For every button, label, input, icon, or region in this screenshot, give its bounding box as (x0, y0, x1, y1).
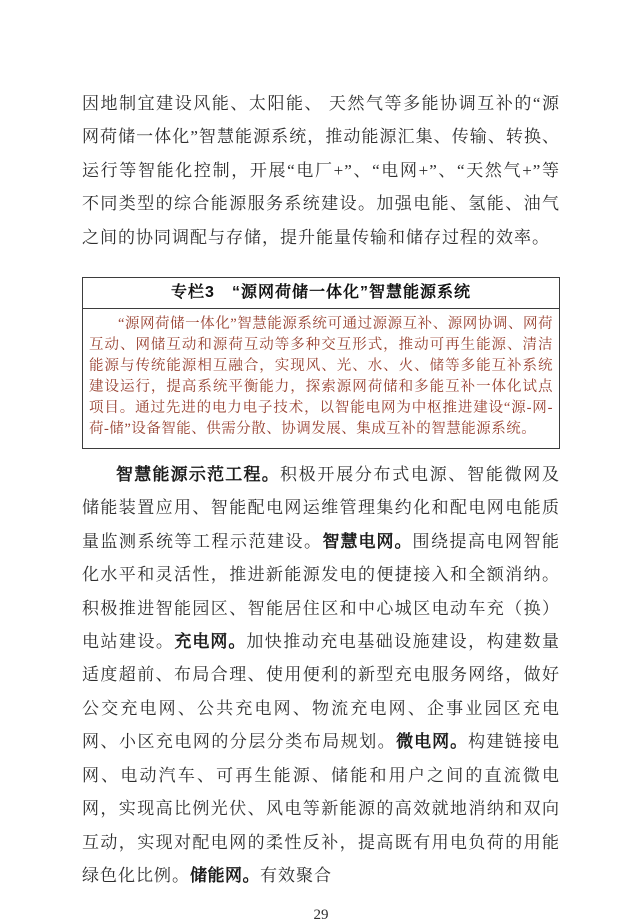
body-text: 加快推动充电基础设施建设，构建数量适度超前、布局合理、使用便利的新型充电服务网络，做好公交充电网、公共充电网、物流充电网、企事业园区充电网、小区充电网的分层分类布局规划。 (82, 632, 561, 752)
body-text: 积极开展分布式电源、智能微网及储能装置应用、智能配电网运维管理集约化和配电网电能质量监测系统等工程示范建设。 (82, 465, 561, 551)
keyword-bold: 充电网。 (174, 632, 247, 652)
body-text: 围绕提高电网智能化水平和灵活性，推进新能源发电的便捷接入和全额消纳。积极推进智能园区、智能居住区和中心城区电动车充（换）电站建设。 (82, 531, 560, 652)
keyword-bold: 微电网。 (396, 732, 469, 752)
column-box (82, 277, 560, 449)
paragraph-intro: 因地制宜建设风能、太阳能、 天然气等多能协调互补的“源网荷储一体化”智慧能源系统，推动能源汇集、传输、转换、运行等智能化控制，开展“电厂+”、“电网+”、“天然气+”等不同类型的综合能源服务系统建设。加强电能、氢能、油气之间的协同调配与存储，提升能量传输和储存过程的效率。 (82, 94, 560, 247)
keyword-bold: 智慧能源示范工程。 (116, 465, 280, 485)
column-box-title: 专栏3 “源网荷储一体化”智慧能源系统 (83, 278, 559, 309)
body-text: 有效聚合 (260, 865, 332, 885)
keyword-bold: 储能网。 (190, 865, 260, 885)
body-text: 构建链接电网、电动汽车、可再生能源、储能和用户之间的直流微电网，实现高比例光伏、风电等新能源的高效就地消纳和双向互动，实现对配电网的柔性反补，提高既有用电负荷的用能绿色化比例。 (82, 732, 561, 885)
paragraph-main (82, 458, 560, 892)
column-box-body: “源网荷储一体化”智慧能源系统可通过源源互补、源网协调、网荷互动、网储互动和源荷互动等多种交互形式，推动可再生能源、清洁能源与传统能源相互融合，实现风、光、水、火、储等多能互补系统建设运行，提高系统平衡能力，探索源网荷储和多能互补一体化试点项目。通过先进的电力电子技术，以智能电网为中枢推进建设“源-网-荷-储”设备智能、供需分散、协调发展、集成互补的智慧能源系统。 (89, 316, 553, 438)
keyword-bold: 智慧电网。 (322, 531, 413, 551)
page-number: 29 (313, 907, 329, 924)
